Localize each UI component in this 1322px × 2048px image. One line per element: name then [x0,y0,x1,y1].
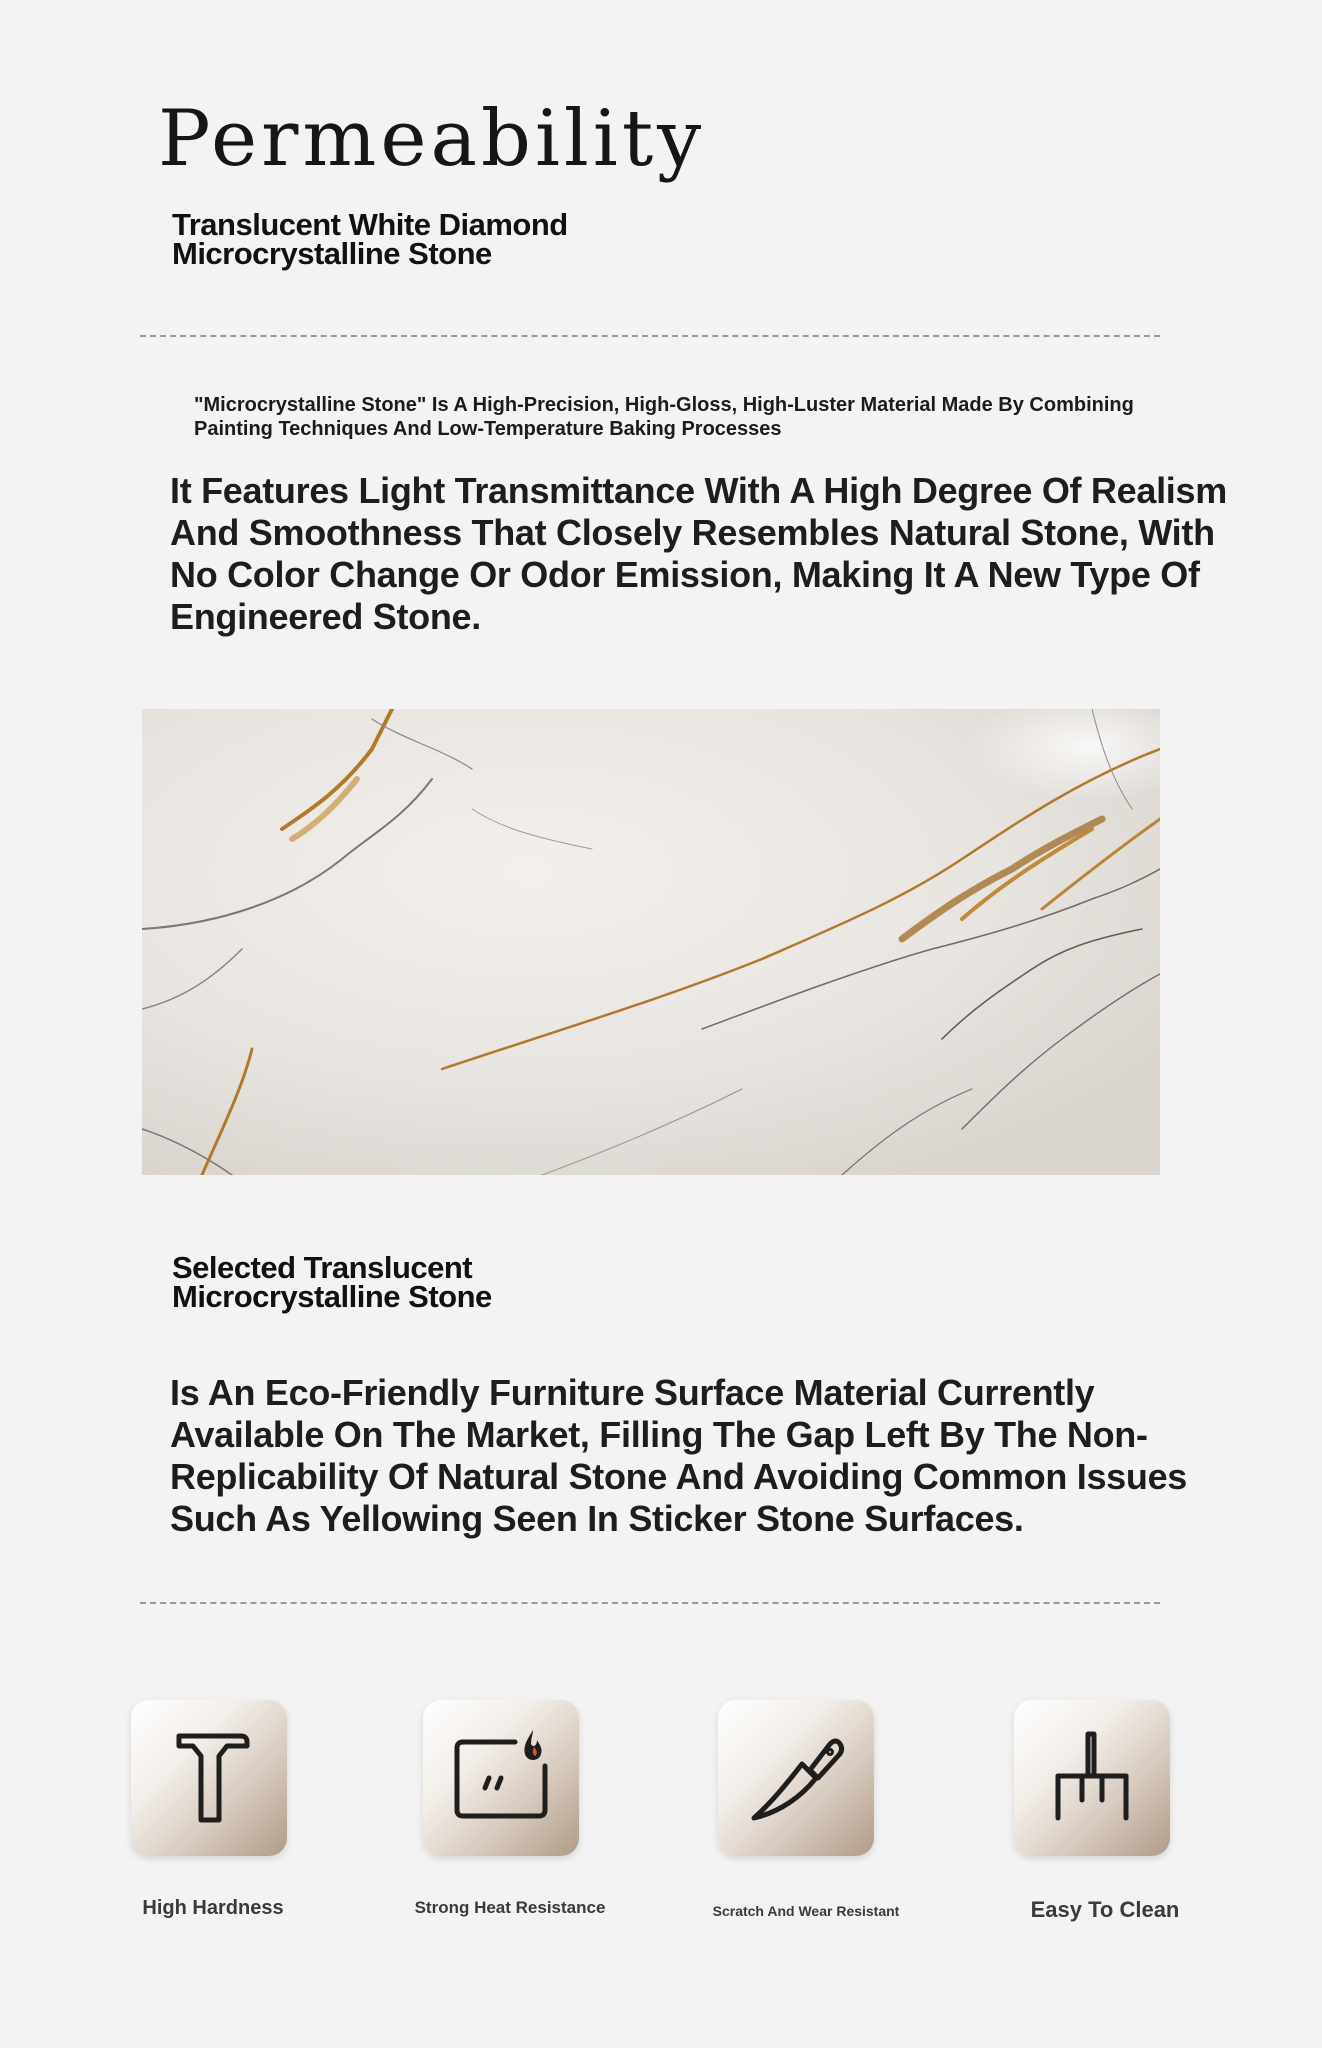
feature-label: Easy To Clean [1030,1897,1180,1922]
dashed-divider [140,335,1160,337]
feature-label: Strong Heat Resistance [414,1898,606,1917]
page-title: Permeability [158,94,706,184]
subtitle-line: Microcrystalline Stone [172,236,492,271]
feature-item-scratch-resistant [686,1690,926,1930]
lead-paragraph-light-transmittance: It Features Light Transmittance With A High Degree Of Realism And Smoothness That Closely Resembles Natural Stone, With No Color Change Or Odor Emission, Making It A New Type Of Engineered Stone. [170,470,1227,637]
feature-tile [1014,1700,1170,1856]
intro-text: "Microcrystalline Stone" Is A High-Precision, High-Gloss, High-Luster Material Made By Combining Painting Techniques And Low-Temperature Baking Processes [194,394,1134,440]
feature-tile [718,1700,874,1856]
section-title-line: Microcrystalline Stone [172,1279,492,1314]
section-title [172,1250,492,1314]
lead-paragraph-eco-friendly: Is An Eco-Friendly Furniture Surface Material Currently Available On The Market, Filling The Gap Left By The Non-Replicability Of Natural Stone And Avoiding Common Issues Such As Yellowing Seen In Sticker Stone Surfaces. [170,1372,1188,1539]
knife-icon [718,1700,874,1856]
feature-item-high-hardness [93,1690,333,1930]
subtitle-line: Translucent White Diamond [172,207,568,242]
section-title-line: Selected Translucent [172,1250,473,1285]
feature-item-easy-to-clean [985,1690,1225,1930]
page-subtitle [172,207,568,271]
marble-sample-image [142,709,1160,1175]
feature-label: High Hardness [142,1897,284,1919]
dashed-divider [140,1602,1160,1604]
feature-tile [423,1700,579,1856]
feature-tile [131,1700,287,1856]
feature-list [0,1690,1322,1930]
brush-icon [1014,1700,1170,1856]
hammer-icon [131,1700,287,1856]
feature-item-heat-resistance [390,1690,630,1930]
heat-panel-icon [423,1700,579,1856]
feature-label: Scratch And Wear Resistant [712,1903,900,1919]
